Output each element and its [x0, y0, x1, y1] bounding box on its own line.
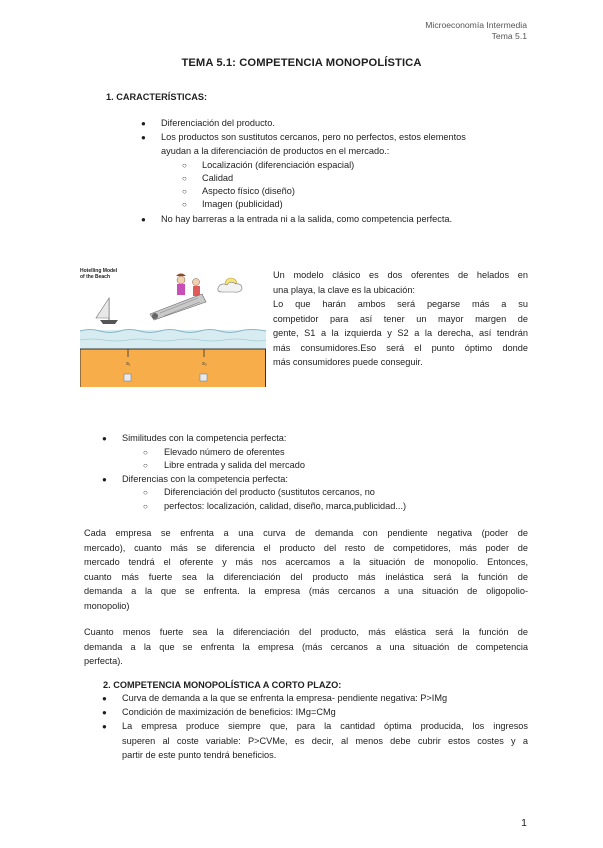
list-item: Condición de maximización de beneficios: IMg=CMg: [122, 707, 336, 717]
figure-caption: Hotelling Model: [80, 268, 118, 274]
bullet-icon: ●: [141, 215, 146, 224]
page-number: 1: [521, 817, 527, 829]
seller-2-label: S₂: [202, 361, 207, 366]
page-title: TEMA 5.1: COMPETENCIA MONOPOLÍSTICA: [181, 57, 422, 69]
sun-icon: [218, 278, 242, 292]
list-item-continuation: ayudan a la diferenciación de productos en el mercado.:: [161, 146, 390, 156]
paragraph-line: demanda a la que se enfrenta. la empresa (más cercanos a una situación de oligopolio-: [84, 586, 528, 596]
list-item: Los productos son sustitutos cercanos, pero no perfectos, estos elementos: [161, 132, 466, 142]
paragraph-line: Cada empresa se enfrenta a una curva de demanda con pendiente negativa (poder de: [84, 528, 528, 538]
paragraph-line: cuanto más fuerte sea la diferenciación del producto más inelástica será la función de: [84, 572, 528, 582]
beach-paragraph-line: gente, S1 a la izquierda y S2 a la derecha, así tendrán: [273, 328, 528, 338]
list-item: No hay barreras a la entrada ni a la salida, como competencia perfecta.: [161, 214, 453, 224]
paragraph-line: perfecta).: [84, 656, 123, 666]
sailboat-icon: [96, 298, 118, 324]
beach-paragraph-line: más consumidores puede conseguir.: [273, 357, 423, 367]
sub-bullet-icon: ○: [182, 200, 187, 209]
bullet-icon: ●: [141, 133, 146, 142]
bullet-icon: ●: [141, 119, 146, 128]
bullet-icon: ●: [102, 434, 107, 443]
beach-paragraph-line: Un modelo clásico es dos oferentes de helados en: [273, 270, 528, 280]
sub-list-item: Calidad: [202, 173, 234, 183]
list-item-continuation: partir de este punto tendrá beneficios.: [122, 750, 277, 760]
bullet-icon: ●: [102, 708, 107, 717]
list-item: Curva de demanda a la que se enfrenta la empresa- pendiente negativa: P>IMg: [122, 693, 448, 703]
paragraph-line: mercado tendrá el oferente y más nos acercamos a la situación de monopolio. Entonces,: [84, 557, 528, 567]
list-item: Diferencias con la competencia perfecta:: [122, 474, 288, 484]
list-item: La empresa produce siempre que, para la cantidad óptima producida, los ingresos: [122, 721, 528, 731]
sub-bullet-icon: ○: [143, 448, 148, 457]
running-header: [425, 20, 527, 42]
sub-bullet-icon: ○: [182, 161, 187, 170]
list-item: Similitudes con la competencia perfecta:: [122, 433, 287, 443]
section-1-heading: 1. CARACTERÍSTICAS:: [106, 92, 208, 102]
sub-list-item: Aspecto físico (diseño): [202, 186, 295, 196]
beach-paragraph-line: Lo que harán ambos será pegarse más a su: [273, 299, 528, 309]
list-item: Diferenciación del producto.: [161, 118, 275, 128]
hotelling-beach-illustration: [80, 258, 266, 392]
seller-1-label: S₁: [126, 361, 131, 366]
sub-bullet-icon: ○: [182, 187, 187, 196]
bullet-icon: ●: [102, 722, 107, 731]
bullet-icon: ●: [102, 694, 107, 703]
sub-bullet-icon: ○: [143, 461, 148, 470]
beach-paragraph-line: una playa, la clave es la ubicación:: [273, 285, 415, 295]
beach-paragraph-line: competidor para así tener un mayor margen de: [273, 314, 528, 324]
sub-list-item: Localización (diferenciación espacial): [202, 160, 355, 170]
sub-list-item: perfectos: localización, calidad, diseño, marca,publicidad...): [164, 501, 407, 511]
sub-list-item: Elevado número de oferentes: [164, 447, 285, 457]
section-2-heading: 2. COMPETENCIA MONOPOLÍSTICA A CORTO PLAZO:: [103, 680, 342, 690]
figure-caption: of the Beach: [80, 274, 111, 280]
sub-list-item: Libre entrada y salida del mercado: [164, 460, 305, 470]
sub-bullet-icon: ○: [143, 488, 148, 497]
sub-bullet-icon: ○: [182, 174, 187, 183]
paragraph-line: demanda a la que se enfrenta la empresa (más cercanos a una situación de competencia: [84, 642, 528, 652]
paragraph-line: monopolio): [84, 601, 130, 611]
paragraph-line: mercado), cuanto más se diferencia el producto del resto de competidores, más poder de: [84, 543, 528, 553]
paragraph-line: Cuanto menos fuerte sea la diferenciación del producto, más elástica será la función de: [84, 627, 528, 637]
sub-bullet-icon: ○: [143, 502, 148, 511]
header-topic: Tema 5.1: [491, 31, 527, 41]
beach-paragraph-line: más consumidores.Eso será el punto óptimo donde: [273, 343, 528, 353]
list-item-continuation: superen al coste variable: P>CVMe, es decir, al menos debe cubrir estos costes y a: [122, 736, 528, 746]
bullet-icon: ●: [102, 475, 107, 484]
ice-cream-vendor-icon: [150, 274, 206, 321]
header-course: Microeconomía Intermedia: [425, 20, 527, 30]
sub-list-item: Imagen (publicidad): [202, 199, 283, 209]
sub-list-item: Diferenciación del producto (sustitutos cercanos, no: [164, 487, 375, 497]
